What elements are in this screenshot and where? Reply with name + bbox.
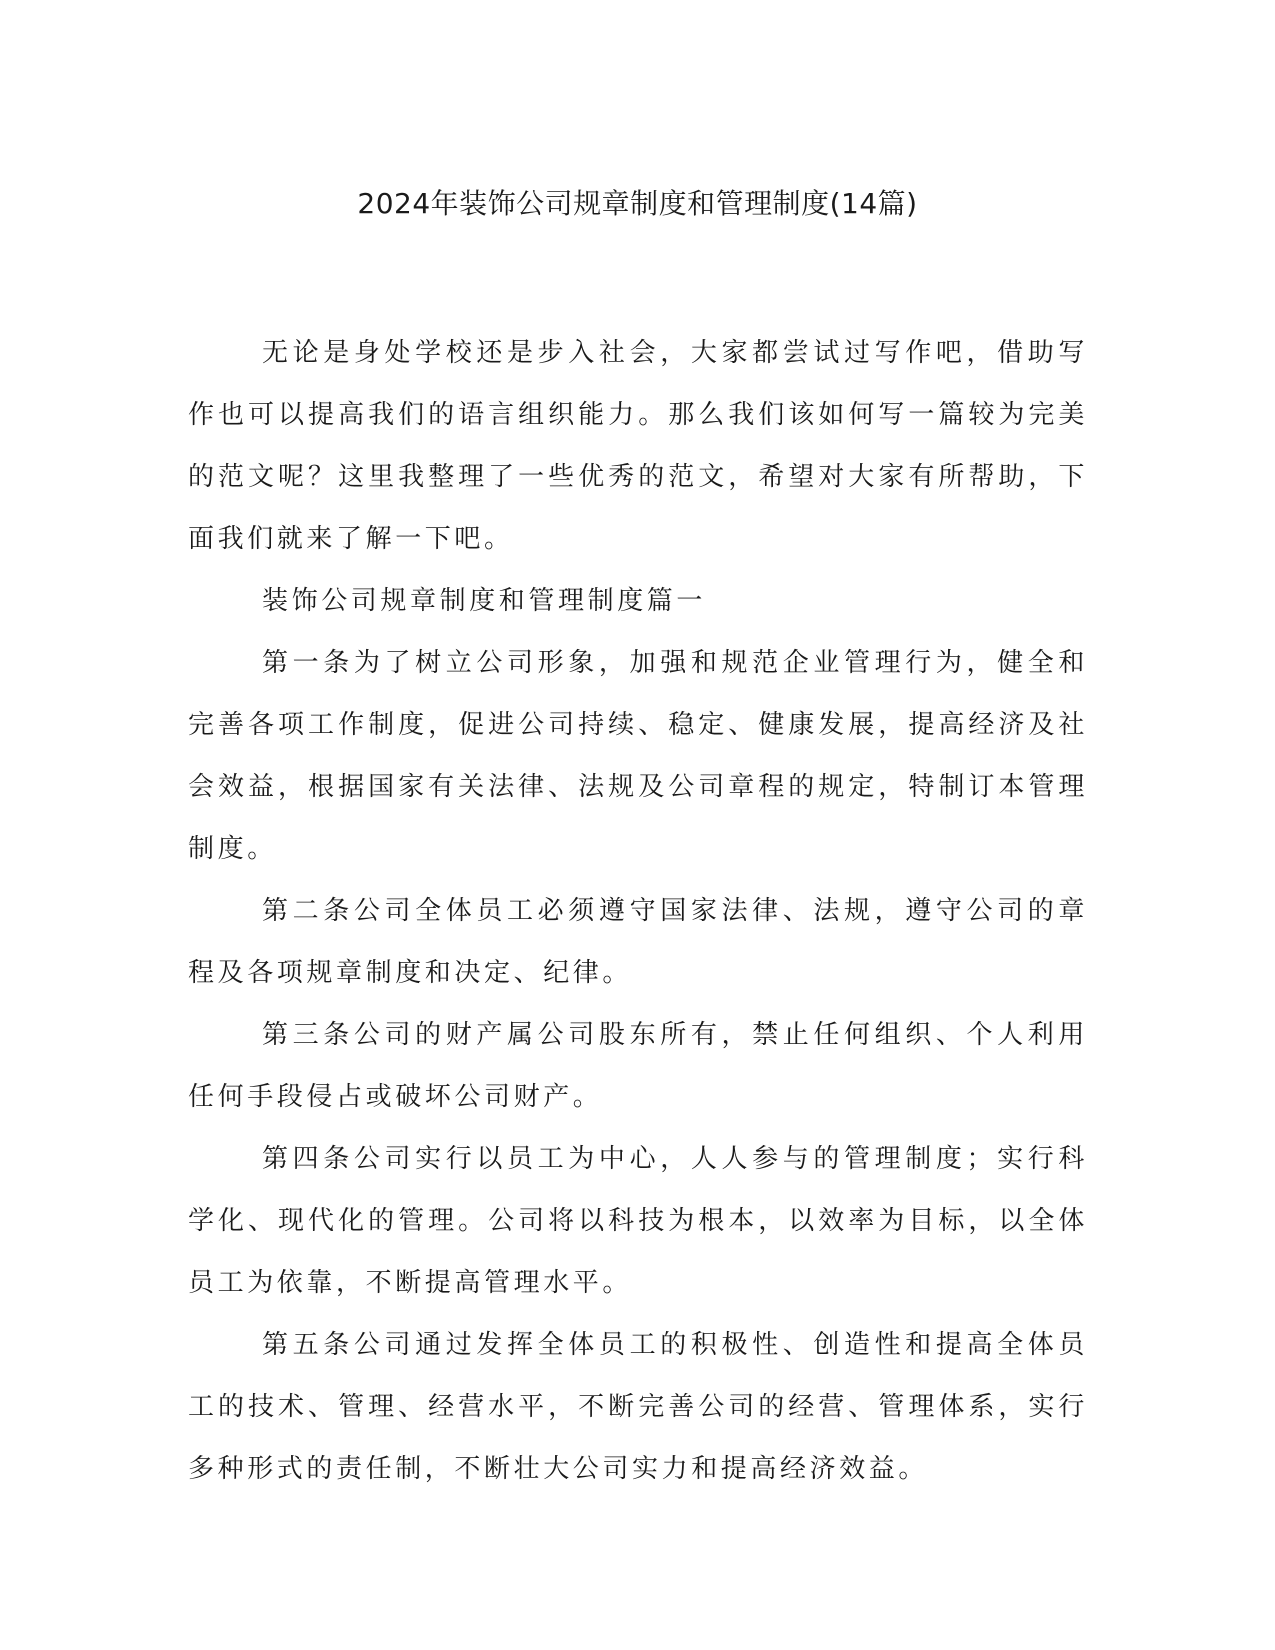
document-body — [188, 322, 1088, 1500]
article-4-paragraph: 第四条公司实行以员工为中心，人人参与的管理制度；实行科学化、现代化的管理。公司将以科技为根本，以效率为目标，以全体员工为依靠，不断提高管理水平。 — [188, 1144, 1088, 1298]
intro-paragraph: 无论是身处学校还是步入社会，大家都尝试过写作吧，借助写作也可以提高我们的语言组织能力。那么我们该如何写一篇较为完美的范文呢？这里我整理了一些优秀的范文，希望对大家有所帮助，下面我们就来了解一下吧。 — [188, 338, 1088, 554]
section-heading: 装饰公司规章制度和管理制度篇一 — [262, 586, 707, 616]
article-1-paragraph: 第一条为了树立公司形象，加强和规范企业管理行为，健全和完善各项工作制度，促进公司持续、稳定、健康发展，提高经济及社会效益，根据国家有关法律、法规及公司章程的规定，特制订本管理制度。 — [188, 648, 1088, 864]
article-3-paragraph: 第三条公司的财产属公司股东所有，禁止任何组织、个人利用任何手段侵占或破坏公司财产。 — [188, 1020, 1088, 1112]
article-5-paragraph: 第五条公司通过发挥全体员工的积极性、创造性和提高全体员工的技术、管理、经营水平，不断完善公司的经营、管理体系，实行多种形式的责任制，不断壮大公司实力和提高经济效益。 — [188, 1330, 1088, 1484]
article-2-paragraph: 第二条公司全体员工必须遵守国家法律、法规，遵守公司的章程及各项规章制度和决定、纪律。 — [188, 896, 1088, 988]
document-title: 2024年装饰公司规章制度和管理制度(14篇) — [357, 187, 918, 220]
